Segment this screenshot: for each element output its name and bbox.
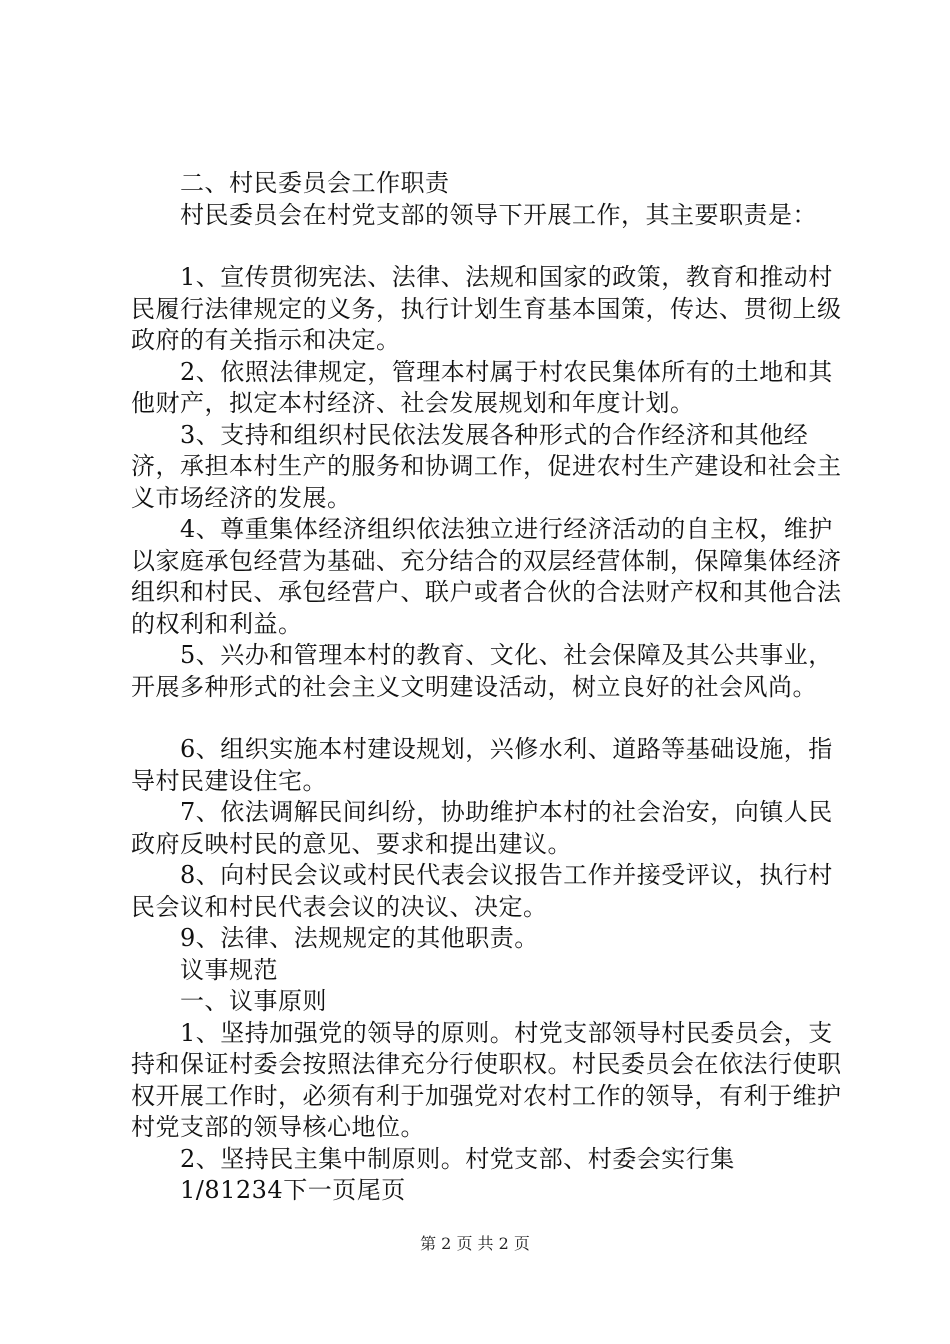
page-number-links[interactable]: 1/81234 <box>180 1176 284 1204</box>
section-heading-duties: 二、村民委员会工作职责 <box>180 169 450 197</box>
paragraph-duty-7: 7、依法调解民间纠纷，协助维护本村的社会治安，向镇人民政府反映村民的意见、要求和提出建议。 <box>131 798 833 858</box>
next-page-link[interactable]: 下一页 <box>283 1176 357 1204</box>
section-heading-rules: 议事规范 <box>180 955 278 984</box>
paragraph-duty-5: 5、兴办和管理本村的教育、文化、社会保障及其公共事业，开展多种形式的社会主义文明建设活动，树立良好的社会风尚。 <box>131 641 833 701</box>
paragraph-duty-2: 2、依照法律规定，管理本村属于村农民集体所有的土地和其他财产，拟定本村经济、社会发展规划和年度计划。 <box>131 357 833 417</box>
paragraph-principle-2: 2、坚持民主集中制原则。村党支部、村委会实行集 <box>180 1144 735 1173</box>
paragraph-intro: 村民委员会在村党支部的领导下开展工作，其主要职责是： <box>180 200 817 229</box>
paragraph-duty-6: 6、组织实施本村建设规划，兴修水利、道路等基础设施，指导村民建设住宅。 <box>131 735 833 795</box>
page-indicator: 第 2 页 共 2 页 <box>420 1234 530 1253</box>
blank-line <box>131 231 843 262</box>
paragraph-duty-1: 1、宣传贯彻宪法、法律、法规和国家的政策，教育和推动村民履行法律规定的义务，执行计划生育基本国策，传达、贯彻上级政府的有关指示和决定。 <box>131 263 842 354</box>
paragraph-duty-3: 3、支持和组织村民依法发展各种形式的合作经济和其他经济，承担本村生产的服务和协调工作，促进农村生产建设和社会主义市场经济的发展。 <box>131 420 842 512</box>
document-body <box>131 168 843 1207</box>
blank-line <box>131 703 843 734</box>
paragraph-duty-8: 8、向村民会议或村民代表会议报告工作并接受评议，执行村民会议和村民代表会议的决议、决定。 <box>131 861 833 921</box>
paragraph-duty-9: 9、法律、法规规定的其他职责。 <box>180 924 539 952</box>
last-page-link[interactable]: 尾页 <box>356 1176 406 1204</box>
page-footer <box>0 1234 950 1254</box>
pagination-bar <box>131 1175 843 1207</box>
subsection-heading-principles: 一、议事原则 <box>180 987 327 1015</box>
paragraph-duty-4: 4、尊重集体经济组织依法独立进行经济活动的自主权，维护以家庭承包经营为基础、充分结合的双层经营体制，保障集体经济组织和村民、承包经营户、联户或者合伙的合法财产权和其他合法的权利和利益。 <box>131 515 842 638</box>
paragraph-principle-1: 1、坚持加强党的领导的原则。村党支部领导村民委员会，支持和保证村委会按照法律充分行使职权。村民委员会在依法行使职权开展工作时，必须有利于加强党对农村工作的领导，有利于维护村党支部的领导核心地位。 <box>131 1018 842 1141</box>
